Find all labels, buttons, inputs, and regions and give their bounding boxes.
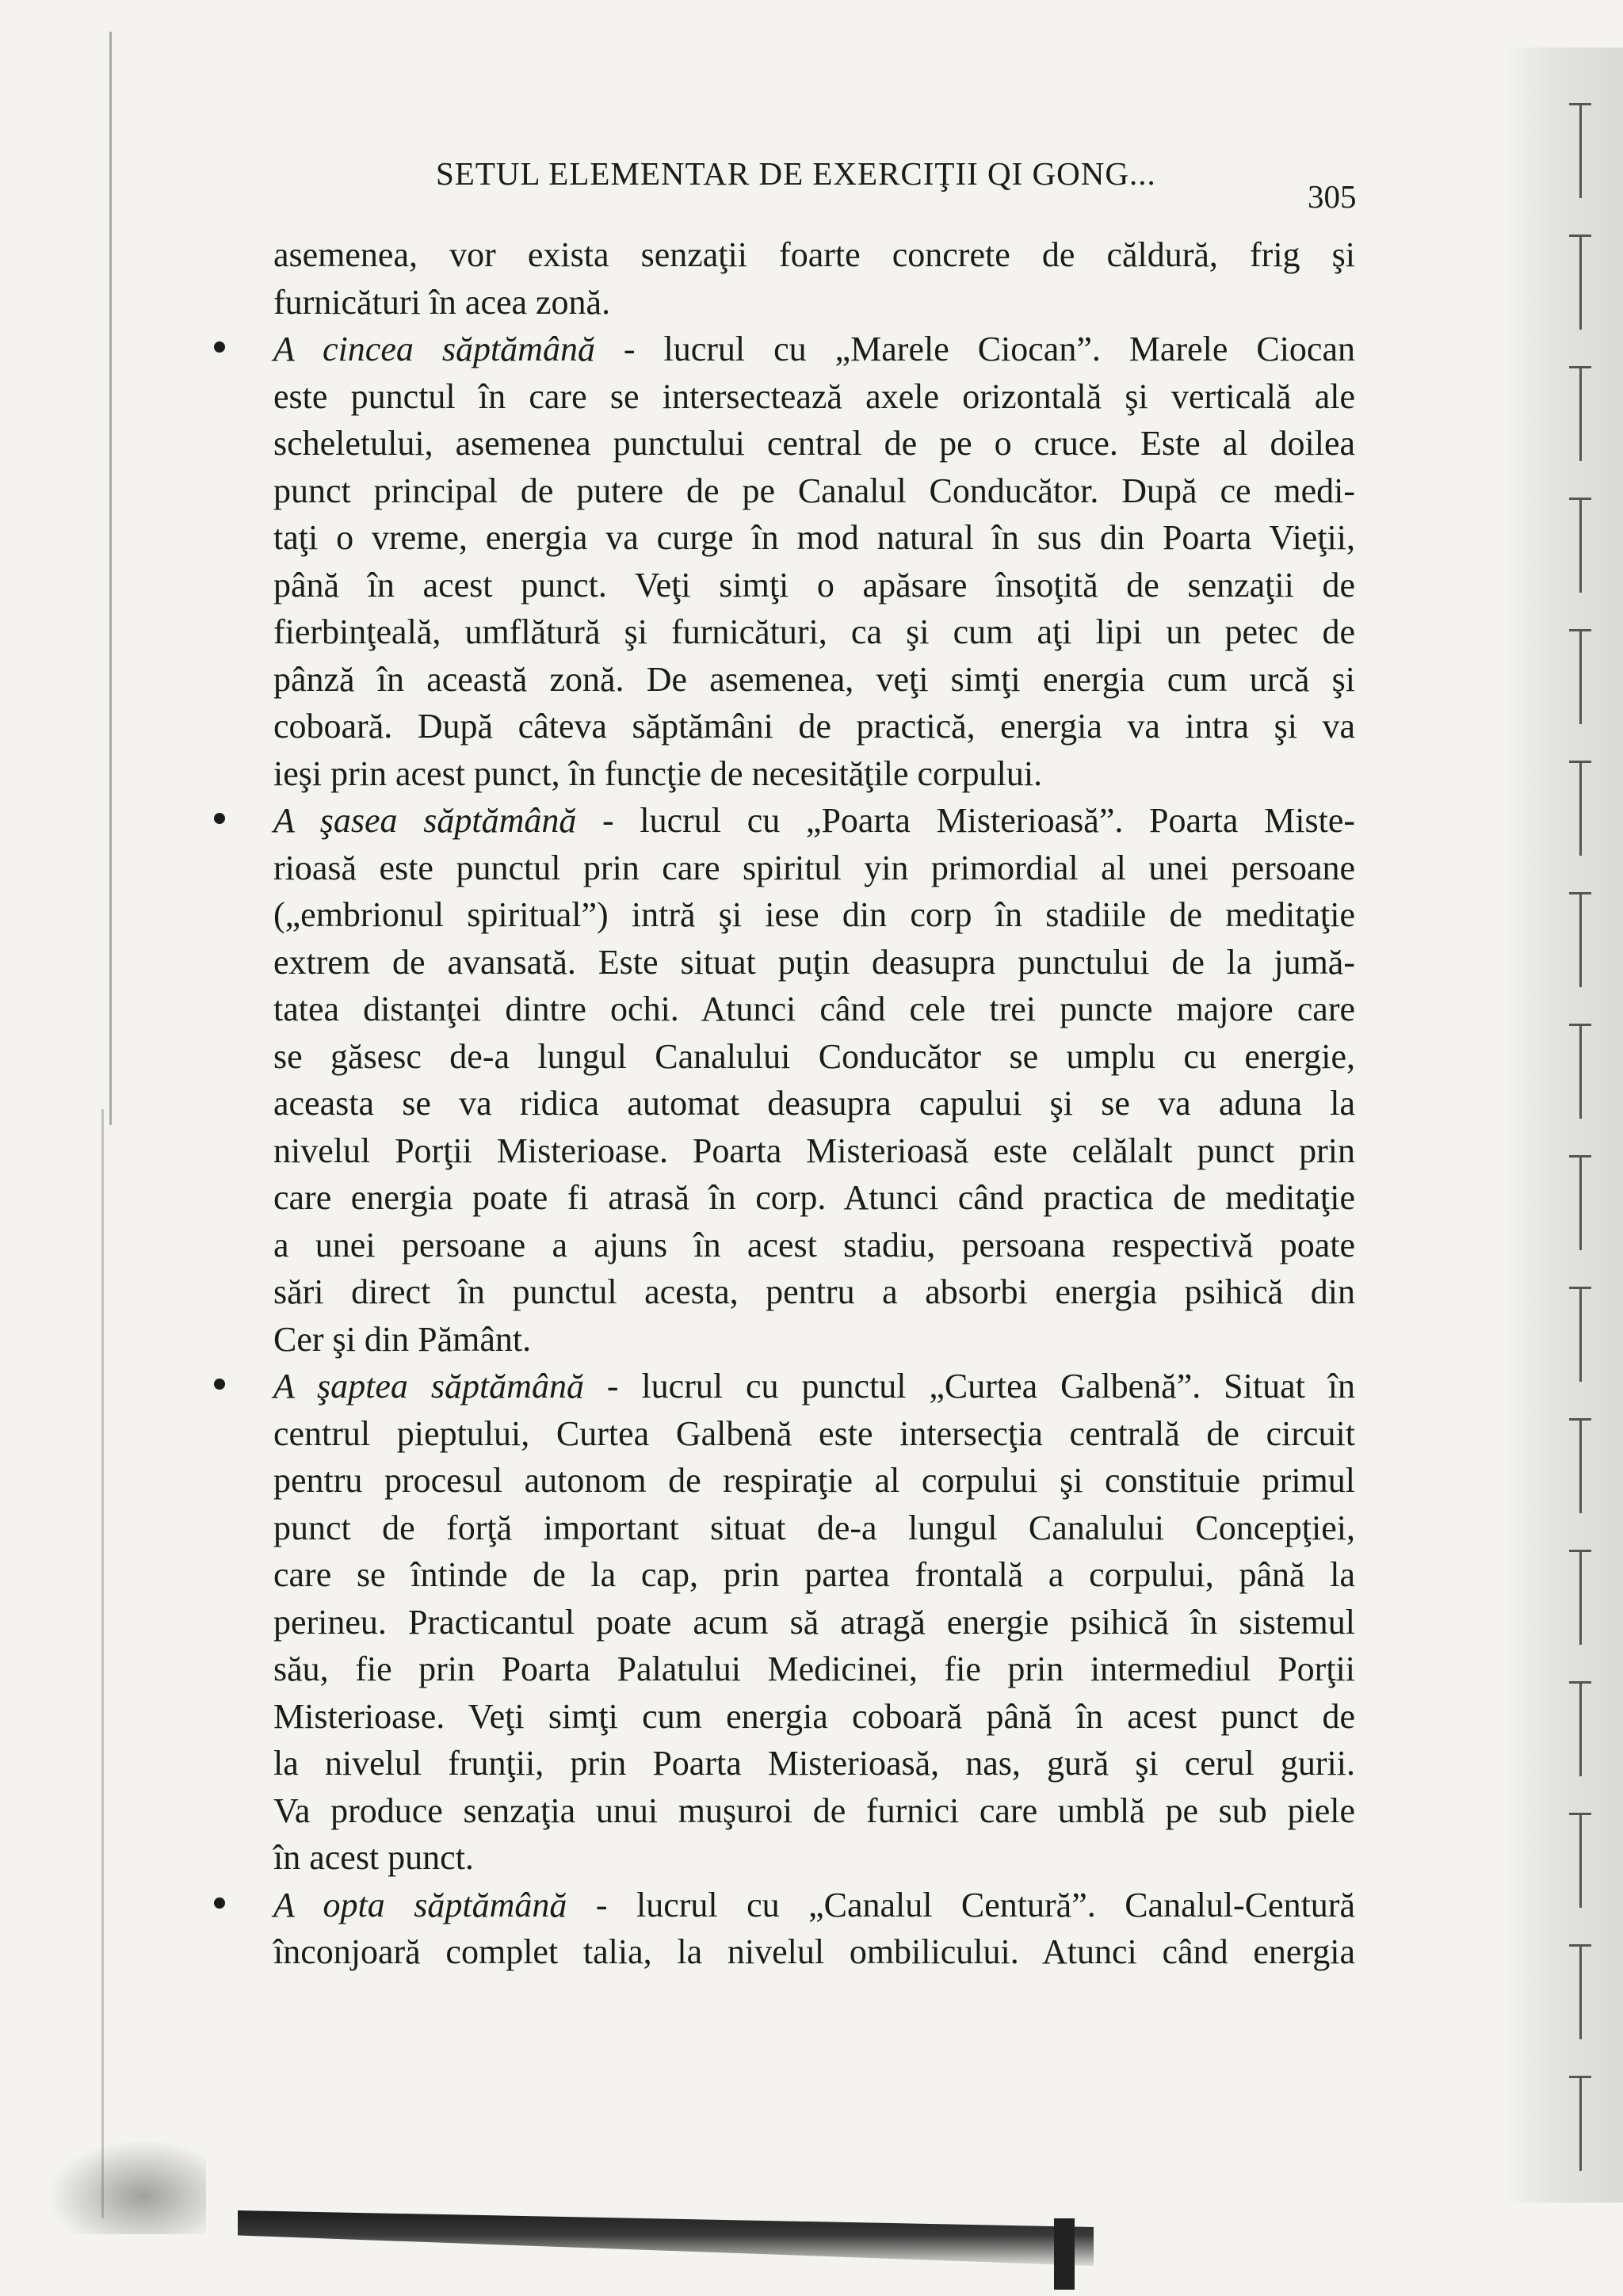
text-line: aceasta se va ridica automat deasupra capului şi se va aduna la [273,1084,1355,1123]
scan-tick [1569,2076,1591,2171]
text-line: fierbinţeală, umflătură şi furnicături, ca şi cum aţi lipi un petec de [273,612,1355,651]
scan-tick [1569,366,1591,461]
running-header: SETUL ELEMENTAR DE EXERCIŢII QI GONG... [436,155,1156,192]
scan-binding-line-lower [101,1109,104,2218]
week-heading: A şaptea săptămână [273,1367,584,1405]
text-line: tatea distanţei dintre ochi. Atunci când cele trei puncte majore care [273,990,1355,1028]
scan-page-edge [1504,48,1623,2203]
text-line: punct principal de putere de pe Canalul Conducător. După ce medi- [273,471,1355,510]
bullet-icon [214,1897,225,1909]
bullet-item [214,326,1355,797]
text-line: care se întinde de la cap, prin partea frontală a corpului, până la [273,1555,1355,1594]
week-heading: A opta săptămână [273,1885,567,1924]
text-line: a unei persoane a ajuns în acest stadiu, persoana respectivă poate [273,1225,1355,1264]
text-line: său, fie prin Poarta Palatului Medicinei, fie prin intermediul Porţii [273,1650,1355,1688]
text-line [273,326,1355,373]
text-line: asemenea, vor exista senzaţii foarte concrete de căldură, frig şi [273,235,1355,274]
text-line: pentru procesul autonom de respiraţie al corpului şi constituie primul [273,1461,1355,1500]
text-line [273,1882,1355,1929]
text-line: coboară. După câteva săptămâni de practică, energia va intra şi va [273,707,1355,746]
week-heading: A cincea săptămână [273,330,595,368]
bullet-item [214,1882,1355,1976]
scan-bottom-bar [1054,2218,1075,2290]
text-line: punct de forţă important situat de-a lungul Canalului Concepţiei, [273,1508,1355,1547]
text-line: Cer şi din Pământ. [273,1319,532,1359]
bullet-item [214,1363,1355,1882]
text-line: ieşi prin acest punct, în funcţie de necesităţile corpului. [273,753,1043,793]
scan-tick [1569,1550,1591,1645]
week-heading: A şasea săptămână [273,801,577,840]
bullet-icon [214,1379,225,1390]
scan-tick [1569,1287,1591,1382]
scan-tick [1569,761,1591,856]
text-line: care energia poate fi atrasă în corp. Atunci când practica de meditaţie [273,1178,1355,1217]
scan-tick [1569,629,1591,724]
text-line: furnicături în acea zonă. [273,282,611,322]
scan-tick [1569,1944,1591,2039]
text-line: rioasă este punctul prin care spiritul yin primordial al unei persoane [273,848,1355,887]
scan-corner-smudge [48,2139,206,2234]
text-line: până în acest punct. Veţi simţi o apăsare însoţită de senzaţii de [273,565,1355,605]
bullet-item [214,797,1355,1363]
scan-tick [1569,1681,1591,1776]
scan-tick [1569,498,1591,593]
text-line: este punctul în care se intersectează axele orizontală şi verticală ale [273,376,1355,416]
text-span: - lucrul cu „Canalul Centură”. Canalul-Centură [567,1885,1355,1924]
text-line: extrem de avansată. Este situat puţin deasupra punctului de la jumă- [273,942,1355,982]
text-line: nivelul Porţii Misterioase. Poarta Misterioasă este celălalt punct prin [273,1131,1355,1170]
scan-tick [1569,1024,1591,1119]
text-line: scheletului, asemenea punctului central de pe o cruce. Este al doilea [273,424,1355,463]
text-line: se găsesc de-a lungul Canalului Conducător se umplu cu energie, [273,1036,1355,1076]
scan-tick [1569,1813,1591,1908]
text-line: la nivelul frunţii, prin Poarta Misterioasă, nas, gură şi cerul gurii. [273,1744,1355,1783]
scan-tick [1569,103,1591,198]
text-span: - lucrul cu „Marele Ciocan”. Marele Ciocan [594,330,1355,368]
text-span: - lucrul cu punctul „Curtea Galbenă”. Situat în [583,1367,1355,1405]
scan-tick [1569,235,1591,330]
text-line [273,797,1355,845]
text-line: taţi o vreme, energia va curge în mod natural în sus din Poarta Vieţii, [273,518,1355,557]
bullet-icon [214,813,225,824]
bullet-icon [214,341,225,353]
scan-tick [1569,1155,1591,1250]
text-span: - lucrul cu „Poarta Misterioasă”. Poarta Miste- [576,801,1356,840]
text-line: („embrionul spiritual”) intră şi iese din corp în stadiile de meditaţie [273,895,1355,934]
scan-tick [1569,892,1591,987]
text-line: centrul pieptului, Curtea Galbenă este intersecţia centrală de circuit [273,1413,1355,1453]
text-line: Va produce senzaţia unui muşuroi de furnici care umblă pe sub piele [273,1791,1355,1830]
scan-bottom-shadow [238,2210,1094,2266]
text-line: pânză în această zonă. De asemenea, veţi simţi energia cum urcă şi [273,659,1355,699]
continued-paragraph [273,231,1355,326]
scan-binding-line [109,32,112,1125]
scan-tick [1569,1418,1591,1513]
text-line: sări direct în punctul acesta, pentru a absorbi energia psihică din [273,1272,1355,1311]
text-line: înconjoară complet talia, la nivelul ombilicului. Atunci când energia [273,1932,1355,1971]
text-line: în acest punct. [273,1838,474,1877]
text-line [273,1363,1355,1410]
page-number: 305 [1308,178,1357,215]
text-line: perineu. Practicantul poate acum să atragă energie psihică în sistemul [273,1602,1355,1642]
text-line: Misterioase. Veţi simţi cum energia coboară până în acest punct de [273,1696,1355,1736]
bullet-list [214,326,1355,1976]
page-body [214,231,1355,1976]
